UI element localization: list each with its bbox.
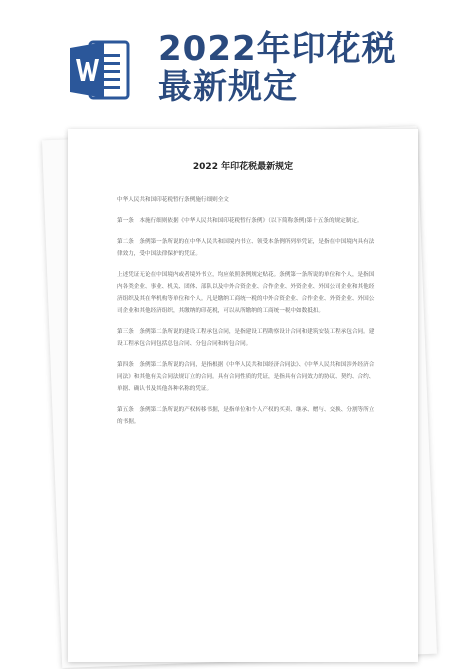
paragraph-article-1: 第一条 本施行细则依据《中华人民共和国印花税暂行条例》（以下简称条例)第十五条的规定制定。 — [117, 218, 363, 224]
paragraph-subtitle: 中华人民共和国印花税暂行条例施行细则全文 — [117, 197, 229, 203]
document-title: 2022 年印花税最新规定 — [192, 162, 294, 172]
word-document-icon — [68, 38, 132, 102]
paragraph-article-5: 第五条 条例第二条所说的产权转移书据，是指单位和个人产权的买卖、继承、赠与、交换、分割等所立的书据。 — [117, 407, 375, 425]
page-title-line-1: 2022年印花税 — [158, 29, 397, 69]
document-body — [117, 194, 379, 437]
document-page — [68, 129, 418, 662]
header-banner — [0, 0, 474, 120]
paragraph-article-2-cont: 上述凭证无论在中国境内或者境外书立，均应依照条例规定贴花。条例第一条所说的单位和个人，是指国内各类企业、事业、机关、团体、部队以及中外合资企业、合作企业、外资企业、外国公司企业和其他经济组织及其在华机构等单位和个人。凡是缴纳工商统一税的中外合资企业、合作企业、外资企业、外国公司企业和其他经济组织，其缴纳的印花税，可以从所缴纳的工商统一税中如数抵扣。 — [117, 272, 375, 314]
page-title-line-2: 最新规定 — [158, 67, 298, 107]
paragraph-article-4: 第四条 条例第二条所说的合同，是指根据《中华人民共和国经济合同法》、《中华人民共和国涉外经济合同法》和其他有关合同法规订立的合同。具有合同性质的凭证，是指具有合同效力的协议、契约、合约、单据、确认书及其他各种名称的凭证。 — [117, 362, 375, 392]
page-title — [158, 30, 397, 106]
paragraph-article-2: 第二条 条例第一条所说的在中华人民共和国境内书立、领受本条例所列举凭证，是指在中国境内具有法律效力，受中国法律保护的凭证。 — [117, 239, 375, 257]
paragraph-article-3: 第三条 条例第二条所说的建设工程承包合同，是指建设工程勘察设计合同和建筑安装工程承包合同。建设工程承包合同包括总包合同、分包合同和转包合同。 — [117, 329, 375, 347]
